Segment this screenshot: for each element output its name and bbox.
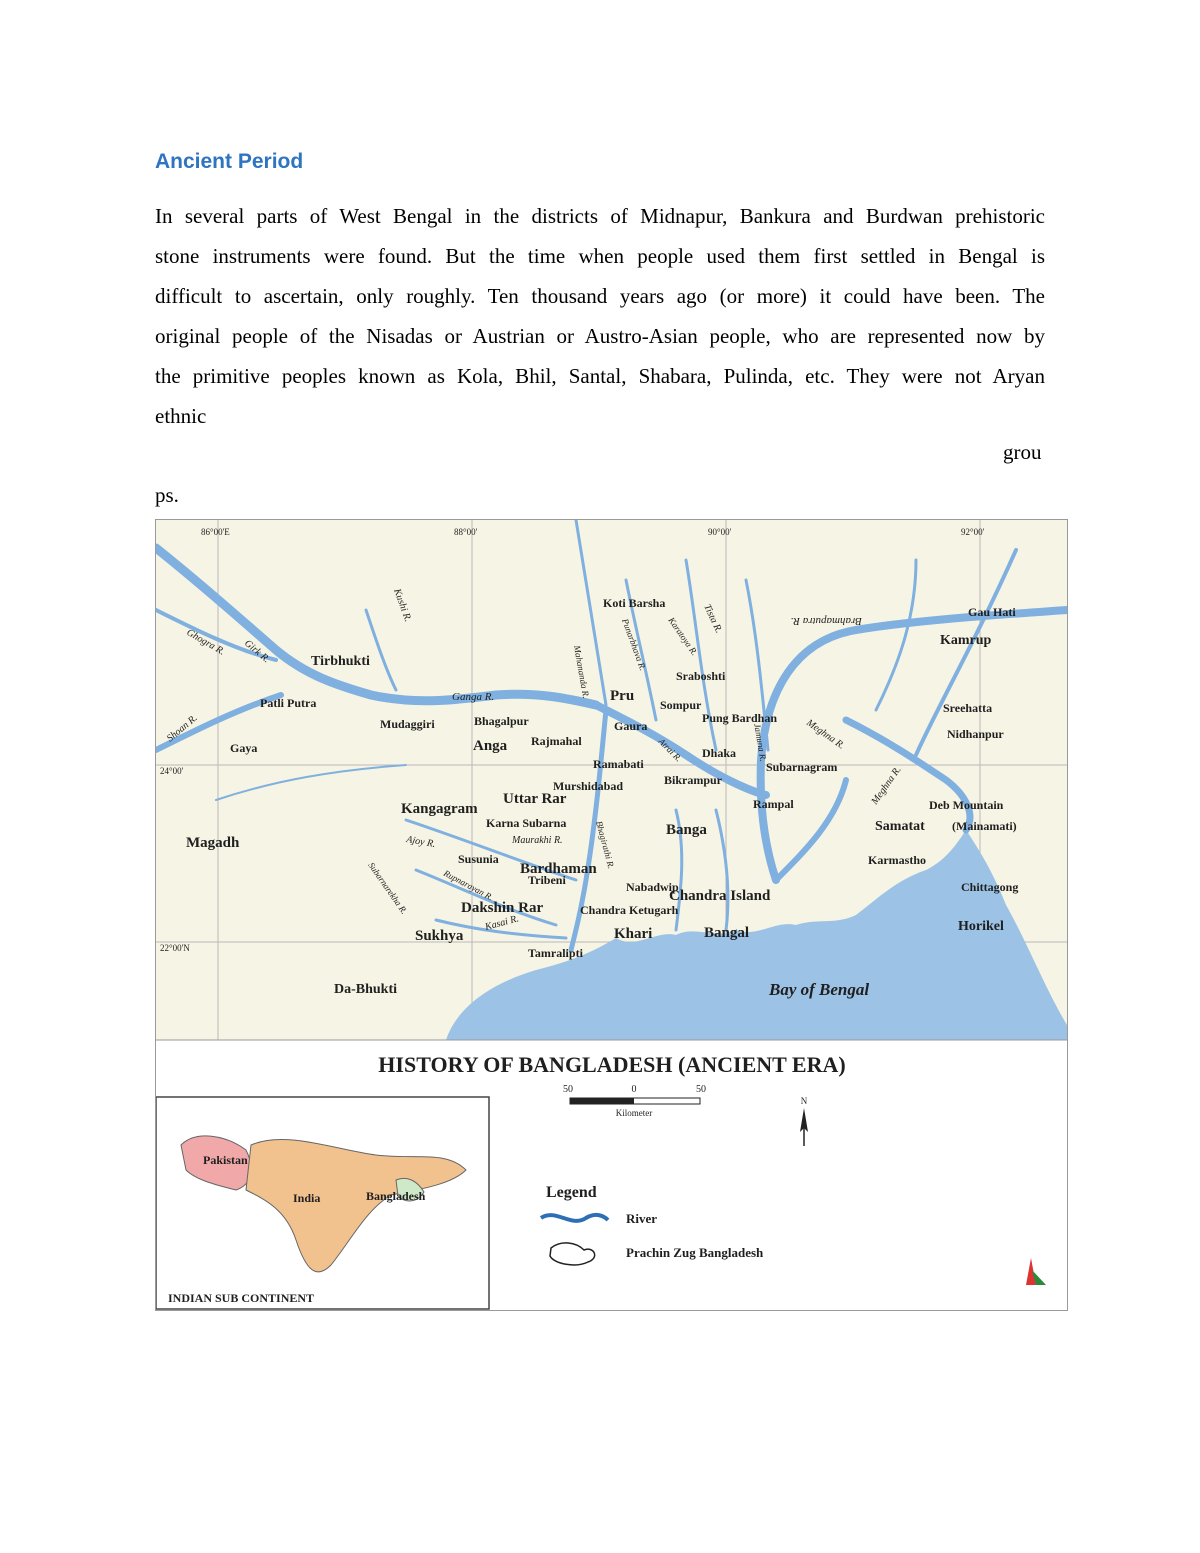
place-label: Sreehatta [943, 701, 993, 715]
inset-map [156, 1097, 489, 1309]
river-label: Kasai R. [483, 913, 521, 933]
place-label: Pung Bardhan [702, 711, 778, 725]
river-label: Karatoya R. [666, 615, 700, 658]
body-paragraph [155, 196, 1045, 436]
place-label: Samatat [875, 819, 925, 834]
river-label: Punarbhava R. [620, 617, 649, 672]
map-title: HISTORY OF BANGLADESH (ANCIENT ERA) [378, 1052, 846, 1077]
river-label: Jamuna R. [752, 722, 769, 763]
river-label: Subarnarekha R. [366, 860, 410, 916]
place-label: Sukhya [415, 928, 464, 944]
coord-label: 22°00'N [160, 943, 190, 953]
coord-label: 24°00' [160, 766, 184, 776]
place-label: Horikel [958, 919, 1004, 934]
map-labels [156, 520, 1067, 1040]
place-label: Bay of Bengal [769, 980, 870, 999]
place-label: Subarnagram [766, 760, 838, 774]
place-label: Tamralipti [528, 946, 583, 960]
legend-river-label: River [626, 1211, 658, 1226]
river-label: Ganga R. [452, 691, 495, 703]
history-map-figure [155, 519, 1068, 1311]
place-label: Deb Mountain [929, 798, 1004, 812]
inset-bangladesh-label: Bangladesh [366, 1189, 426, 1203]
scale-unit-label: Kilometer [615, 1108, 653, 1118]
place-label: Nidhanpur [947, 727, 1004, 741]
place-label: Sraboshti [676, 669, 726, 683]
place-label: Nabadwip [626, 880, 679, 894]
place-label: Patli Putra [260, 696, 317, 710]
svg-text:N: N [800, 1096, 808, 1106]
paragraph-line: original people of the Nisadas or Austrian or Austro-Asian people, who are represented now by [155, 324, 1045, 348]
river-label: Maurakhi R. [512, 835, 563, 846]
place-label: Susunia [458, 852, 499, 866]
river-label: Girk R. [242, 637, 272, 666]
river-label: Rupnarayan R. [442, 867, 495, 903]
place-label: Chittagong [961, 880, 1019, 894]
map-legend [541, 1184, 764, 1265]
river-label: Ghogra R. [184, 627, 227, 658]
place-label: Tribeni [528, 873, 566, 887]
legend-region-icon [550, 1243, 595, 1265]
place-label: Uttar Rar [503, 791, 567, 807]
place-label: Dakshin Rar [461, 900, 544, 916]
place-label: Anga [473, 738, 508, 754]
paragraph-word-fragment: ps. [155, 483, 179, 507]
paragraph-line: the primitive peoples known as Kola, Bhil, Santal, Shabara, Pulinda, etc. They were not Aryan [155, 364, 1045, 388]
inset-caption: INDIAN SUB CONTINENT [168, 1291, 315, 1305]
river-label: Kushi R. [391, 587, 414, 624]
river-label: Tista R. [701, 602, 725, 635]
scale-mid-label: 0 [631, 1084, 637, 1095]
paragraph-line: In several parts of West Bengal in the districts of Midnapur, Bankura and Burdwan prehistoric [155, 204, 1045, 228]
place-label: Sompur [660, 698, 702, 712]
place-label: Mudaggiri [380, 717, 435, 731]
place-label: Dhaka [702, 746, 737, 760]
river-label: Bhagirathi R. [594, 819, 617, 870]
river-label: Atrai R. [656, 736, 684, 764]
coord-label: 86°00'E [201, 527, 230, 537]
place-label: Bhagalpur [474, 714, 529, 728]
river-label: Ajoy R. [405, 834, 437, 851]
legend-river-icon [541, 1215, 608, 1221]
place-label: Chandra Island [669, 888, 771, 904]
place-label: Rajmahal [531, 734, 582, 748]
place-label: Bikrampur [664, 773, 723, 787]
place-label: Bangal [704, 925, 750, 941]
legend-region-label: Prachin Zug Bangladesh [626, 1245, 764, 1260]
place-label: Karmastho [868, 853, 926, 867]
place-label: Kamrup [940, 633, 992, 648]
place-label: Rampal [753, 797, 794, 811]
inset-pakistan-label: Pakistan [203, 1153, 248, 1167]
place-label: Bardhaman [520, 861, 597, 877]
paragraph-line: difficult to ascertain, only roughly. Ten thousand years ago (or more) it could have been. The [155, 284, 1045, 308]
place-label: Pru [610, 688, 635, 704]
scale-left-label: 50 [563, 1084, 573, 1095]
legend-title: Legend [546, 1184, 597, 1201]
place-label: Gaura [614, 719, 648, 733]
coord-label: 88°00' [454, 527, 478, 537]
river-label: Meghna R. [869, 764, 904, 807]
scale-bar [563, 1084, 706, 1118]
place-label: Banga [666, 822, 707, 838]
place-label: Kangagram [401, 801, 478, 817]
river-label: Mahananda R. [572, 644, 592, 700]
coord-label: 92°00' [961, 527, 985, 537]
place-label: Koti Barsha [603, 596, 666, 610]
scale-right-label: 50 [696, 1084, 706, 1095]
place-label: Gau Hati [968, 605, 1016, 619]
section-heading: Ancient Period [155, 150, 304, 173]
place-label: Gaya [230, 741, 258, 755]
paragraph-line: ethnic [155, 404, 207, 428]
paragraph-line: stone instruments were found. But the time when people used them first settled in Bengal is [155, 244, 1045, 268]
river-label: Meghna R. [804, 717, 847, 752]
place-label: Karna Subarna [486, 816, 567, 830]
river-label: Shoan R. [164, 712, 200, 745]
inset-india-label: India [293, 1191, 321, 1205]
river-label: Brahmaputra R. [790, 615, 862, 627]
place-label: Magadh [186, 835, 240, 851]
publisher-logo-icon [1026, 1258, 1046, 1285]
paragraph-word-fragment: grou [1003, 440, 1042, 464]
place-label: (Mainamati) [952, 819, 1017, 833]
north-arrow-icon [800, 1096, 808, 1146]
place-label: Ramabati [593, 757, 644, 771]
place-label: Chandra Ketugarh [580, 903, 679, 917]
place-label: Murshidabad [553, 779, 624, 793]
place-label: Khari [614, 926, 653, 942]
place-label: Da-Bhukti [334, 982, 398, 997]
coord-label: 90°00' [708, 527, 732, 537]
place-label: Tirbhukti [311, 654, 370, 669]
